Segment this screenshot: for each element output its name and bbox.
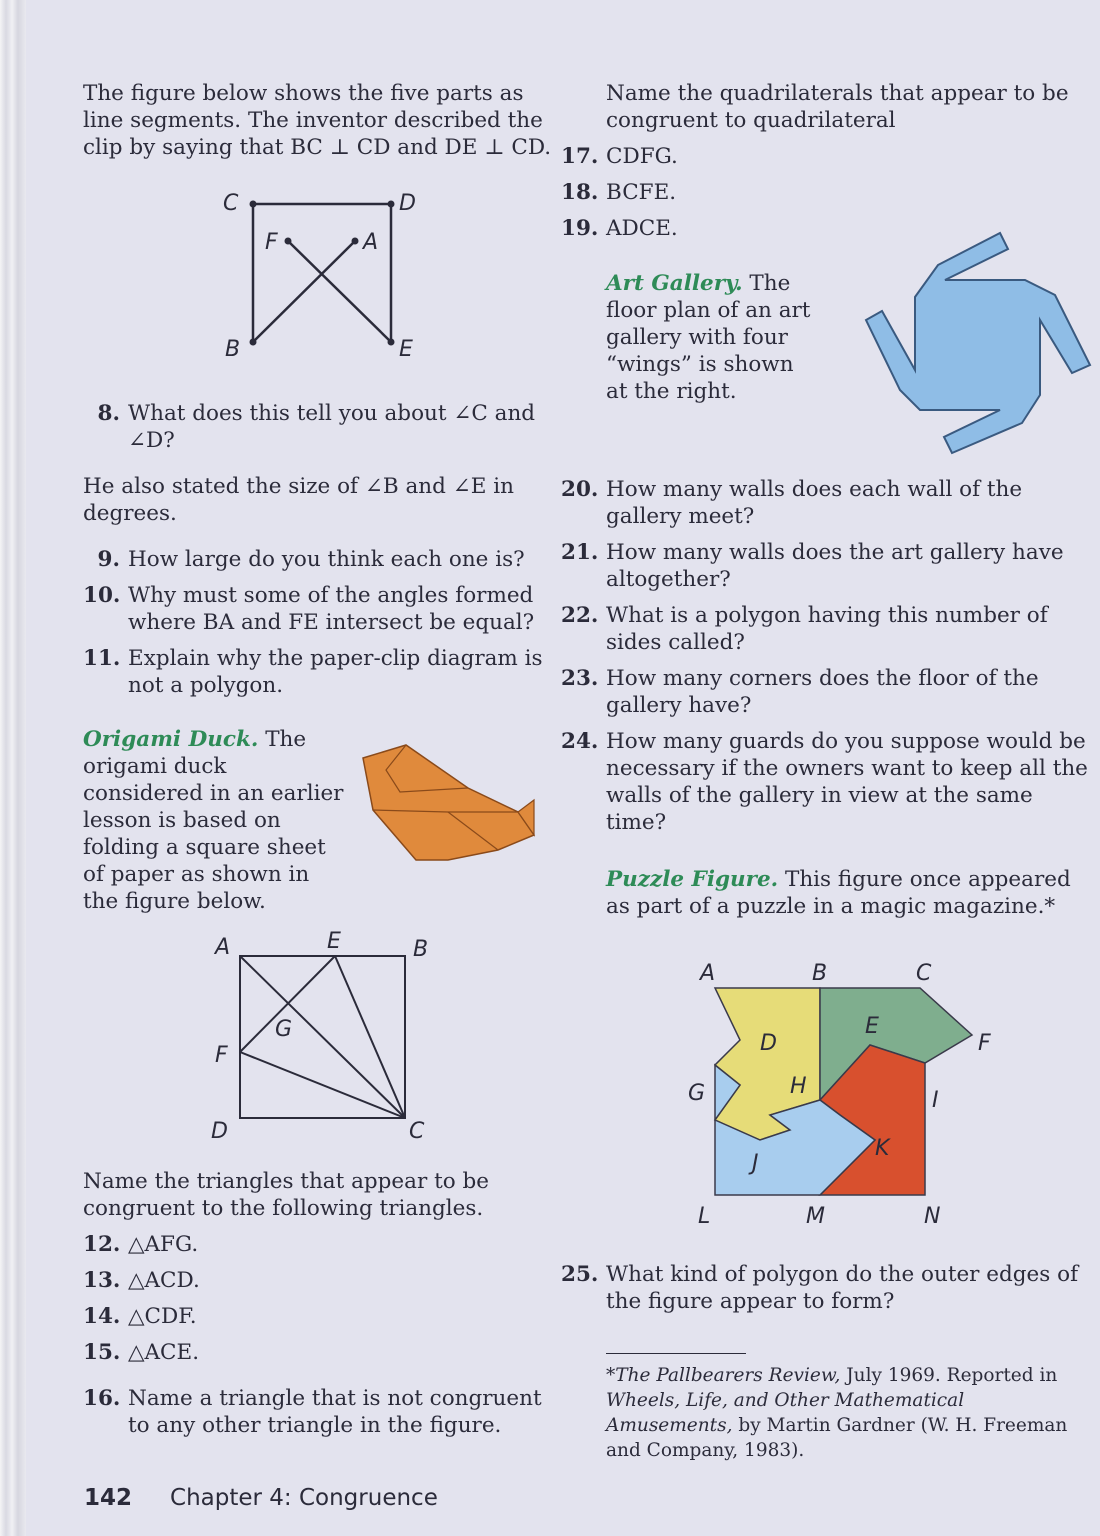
left-questions-2 <box>83 1168 553 1439</box>
left-questions-1 <box>83 400 553 699</box>
triangles-intro: Name the triangles that appear to be congruent to the following triangles. <box>83 1169 489 1221</box>
label-F: F <box>265 230 278 255</box>
pz-label-F: F <box>978 1031 991 1056</box>
sq-label-A: A <box>215 935 231 960</box>
pz-label-D: D <box>760 1031 777 1056</box>
puzzle-paragraph: Puzzle Figure. This figure once appeared as part of a puzzle in a magic magazine.* <box>606 867 1071 919</box>
paper-clip-figure <box>215 180 445 365</box>
pz-label-G: G <box>688 1081 706 1106</box>
question-19: 19. ADCE. <box>561 216 678 241</box>
sq-label-G: G <box>275 1017 293 1042</box>
mid-paragraph: He also stated the size of ∠B and ∠E in degrees. <box>83 474 515 526</box>
origami-title: Origami Duck. <box>83 727 259 752</box>
sq-label-B: B <box>413 937 429 962</box>
question-18: 18. BCFE. <box>561 180 677 205</box>
origami-paragraph: Origami Duck. The origami duck considered in an earlier lesson is based on folding a square sheet of paper as shown in the figure below. <box>83 727 344 914</box>
pz-label-A: A <box>700 961 716 986</box>
pz-label-B: B <box>812 961 828 986</box>
origami-section <box>83 726 348 915</box>
puzzle-figure <box>680 955 1010 1235</box>
pz-label-J: J <box>752 1151 759 1176</box>
pz-label-C: C <box>916 961 932 986</box>
question-16: 16. Name a triangle that is not congruent to any other triangle in the figure. <box>83 1386 542 1438</box>
sq-label-F: F <box>215 1043 228 1068</box>
page-number: 142 <box>84 1485 133 1511</box>
label-C: C <box>223 191 239 216</box>
pz-label-H: H <box>790 1074 807 1099</box>
pz-label-E: E <box>865 1014 879 1039</box>
page-footer <box>84 1485 438 1511</box>
footnote-rule <box>606 1353 746 1354</box>
gallery-title: Art Gallery. <box>606 271 743 296</box>
pz-label-K: K <box>875 1136 890 1161</box>
gallery-section <box>606 270 821 405</box>
puzzle-section <box>606 866 1076 920</box>
label-A: A <box>363 230 379 255</box>
question-22: 22. What is a polygon having this number of sides called? <box>561 603 1048 655</box>
right-questions-1 <box>561 476 1091 836</box>
label-E: E <box>399 337 413 362</box>
left-column <box>83 80 553 161</box>
quadrilaterals-intro: Name the quadrilaterals that appear to be congruent to quadrilateral <box>606 81 1069 133</box>
question-9: 9. How large do you think each one is? <box>97 547 525 572</box>
origami-duck-figure <box>358 740 543 865</box>
pz-label-L: L <box>698 1204 711 1229</box>
sq-label-D: D <box>211 1119 228 1144</box>
question-20: 20. How many walls does each wall of the gallery meet? <box>561 477 1023 529</box>
question-21: 21. How many walls does the art gallery have altogether? <box>561 540 1064 592</box>
pz-label-I: I <box>932 1088 939 1113</box>
question-8: 8. What does this tell you about ∠C and ∠D? <box>97 401 536 453</box>
label-D: D <box>399 191 416 216</box>
footnote: *The Pallbearers Review, July 1969. Reported in Wheels, Life, and Other Mathematical Amusements, by Martin Gardner (W. H. Freeman and Company, 1983). <box>606 1365 1068 1461</box>
question-12: 12. △AFG. <box>83 1232 199 1257</box>
art-gallery-floor-plan <box>860 225 1095 460</box>
question-13: 13. △ACD. <box>83 1268 200 1293</box>
right-questions-2 <box>561 1261 1091 1315</box>
intro-paragraph: The figure below shows the five parts as line segments. The inventor described the clip by saying that BC ⊥ CD and DE ⊥ CD. <box>83 81 552 160</box>
pz-label-M: M <box>806 1204 825 1229</box>
label-B: B <box>225 337 241 362</box>
question-24: 24. How many guards do you suppose would be necessary if the owners want to keep all the walls of the gallery in view at the same time? <box>561 729 1088 835</box>
sq-label-C: C <box>409 1119 425 1144</box>
folding-square-figure <box>195 920 450 1150</box>
question-25: 25. What kind of polygon do the outer edges of the figure appear to form? <box>561 1262 1079 1314</box>
question-11: 11. Explain why the paper-clip diagram is not a polygon. <box>83 646 543 698</box>
puzzle-title: Puzzle Figure. <box>606 867 779 892</box>
book-spine <box>0 0 26 1536</box>
question-23: 23. How many corners does the floor of the gallery have? <box>561 666 1039 718</box>
right-column-top <box>561 80 1091 242</box>
question-14: 14. △CDF. <box>83 1304 197 1329</box>
question-15: 15. △ACE. <box>83 1340 200 1365</box>
question-10: 10. Why must some of the angles formed where BA and FE intersect be equal? <box>83 583 535 635</box>
chapter-title: Chapter 4: Congruence <box>170 1485 438 1511</box>
question-17: 17. CDFG. <box>561 144 678 169</box>
sq-label-E: E <box>327 929 341 954</box>
pz-label-N: N <box>924 1204 941 1229</box>
gallery-paragraph: Art Gallery. The floor plan of an art gallery with four “wings” is shown at the right. <box>606 271 811 404</box>
